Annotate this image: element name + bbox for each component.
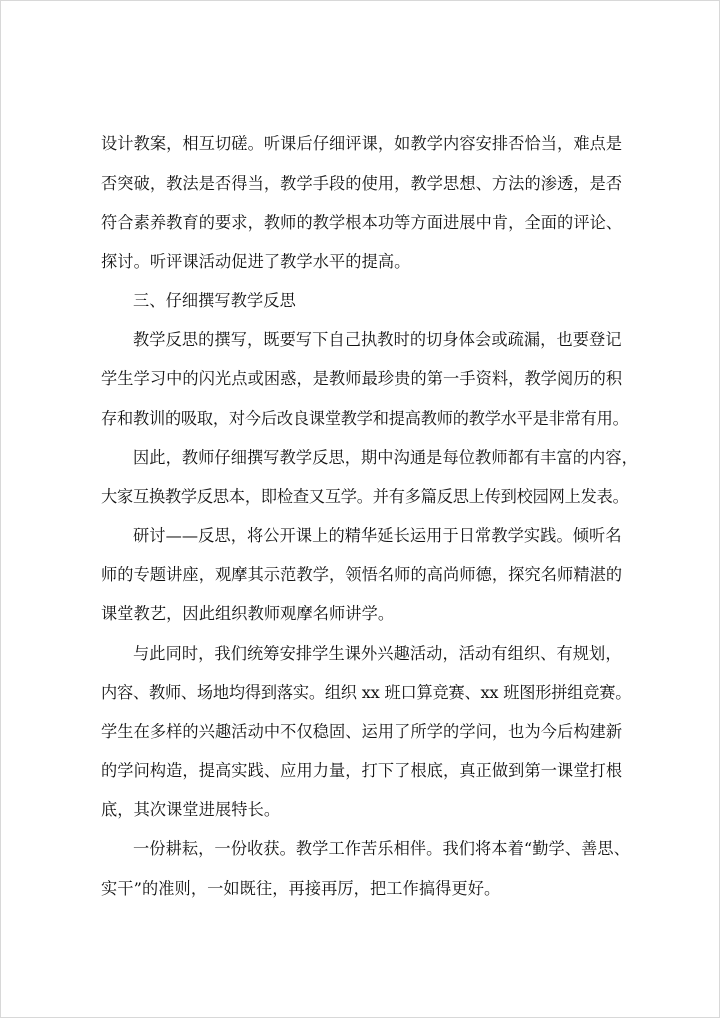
paragraph-line-2: 否突破，教法是否得当，教学手段的使用，教学思想、方法的渗透，是否 [101,174,623,193]
paragraph-line-15: 内容、教师、场地均得到落实。组织 xx 班口算竞赛、xx 班图形拼组竞赛。 [101,683,632,702]
paragraph-line-19: 一份耕耘，一份收获。教学工作苦乐相伴。我们将本着“勤学、善思、 [133,839,630,858]
paragraph-line-20: 实干”的准则，一如既往，再接再厉，把工作搞得更好。 [101,879,501,898]
paragraph-line-8: 存和教训的吸取，对今后改良课堂教学和提高教师的教学水平是非常有用。 [101,409,629,428]
paragraph-line-6: 教学反思的撰写，既要写下自己执教时的切身体会或疏漏，也要登记 [133,330,622,349]
paragraph-line-9: 因此，教师仔细撰写教学反思，期中沟通是每位教师都有丰富的内容， [133,448,638,467]
paragraph-line-16: 学生在多样的兴趣活动中不仅稳固、运用了所学的学问，也为今后构建新 [101,722,623,741]
paragraph-line-1: 设计教案，相互切磋。听课后仔细评课，如教学内容安排否恰当，难点是 [101,134,623,153]
paragraph-line-12: 师的专题讲座，观摩其示范教学，领悟名师的高尚师德，探究名师精湛的 [101,565,623,584]
paragraph-line-7: 学生学习中的闪光点或困惑，是教师最珍贵的第一手资料，教学阅历的积 [101,369,623,388]
section-heading: 三、仔细撰写教学反思 [133,291,296,310]
paragraph-line-4: 探讨。听评课活动促进了教学水平的提高。 [101,252,411,271]
document-body [1,1,720,1019]
paragraph-line-10: 大家互换教学反思本，即检查又互学。并有多篇反思上传到校园网上发表。 [101,487,629,506]
paragraph-line-14: 与此同时，我们统筹安排学生课外兴趣活动，活动有组织、有规划， [133,644,622,663]
paragraph-line-18: 底，其次课堂进展特长。 [101,800,281,819]
paragraph-line-17: 的学问构造，提高实践、应用力量，打下了根底，真正做到第一课堂打根 [101,761,623,780]
paragraph-line-11: 研讨——反思，将公开课上的精华延长运用于日常教学实践。倾听名 [133,526,622,545]
paragraph-line-13: 课堂教艺，因此组织教师观摩名师讲学。 [101,604,395,623]
paragraph-line-3: 符合素养教育的要求，教师的教学根本功等方面进展中肯，全面的评论、 [101,213,623,232]
